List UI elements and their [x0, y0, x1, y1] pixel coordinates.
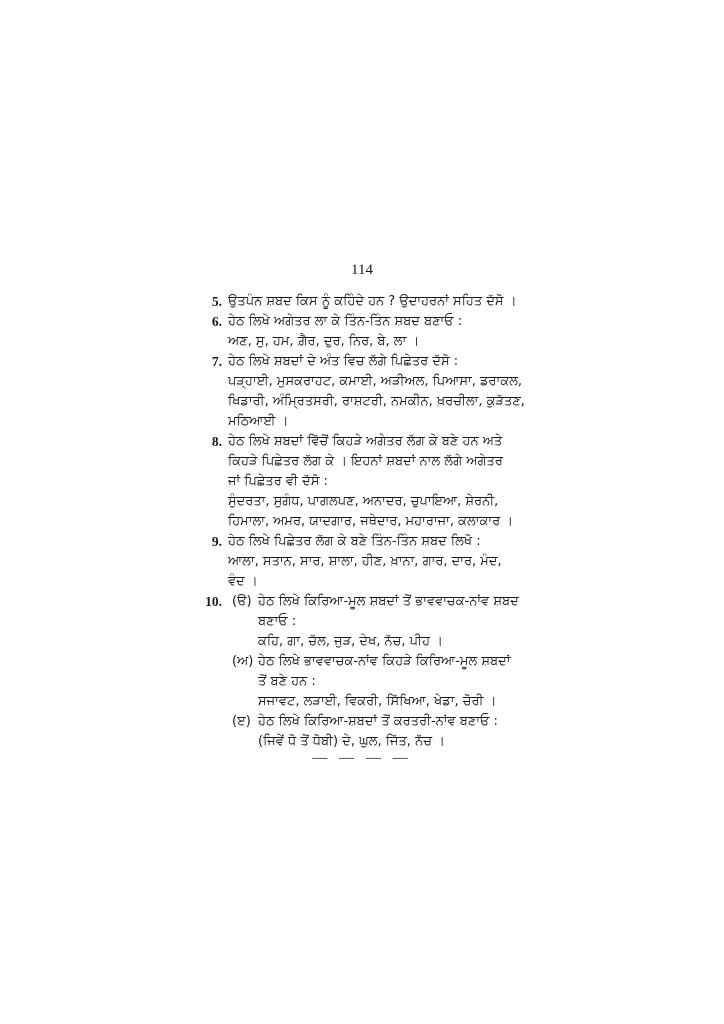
question-words: ਅਣ, ਸੁ, ਹਮ, ਗ਼ੈਰ, ਦੁਰ, ਨਿਰ, ਬੇ, ਲਾ । [228, 334, 420, 349]
question-words: ਮਠਿਆਈ । [228, 414, 289, 429]
question-10-part-b [232, 652, 538, 712]
question-text: ਤੋਂ ਬਣੇ ਹਨ : [258, 674, 316, 689]
question-text: ਹੇਠ ਲਿਖੇ ਪਿਛੇਤਰ ਲੱਗ ਕੇ ਬਣੇ ਤਿੰਨ-ਤਿੰਨ ਸ਼ਬਦ ਲਿਖੋ : [228, 534, 481, 549]
question-words: ਖਿਡਾਰੀ, ਅੰਮ੍ਰਿਤਸਰੀ, ਰਾਸ਼ਟਰੀ, ਨਮਕੀਨ, ਖ਼ਰਚੀਲਾ, ਕੁੜੱਤਣ, [228, 394, 525, 409]
part-label: (ੲ) [232, 714, 251, 729]
question-number: 9. [211, 534, 222, 549]
question-text: ਬਣਾਓ : [258, 614, 297, 629]
question-number: 8. [211, 434, 222, 449]
question-text: ਹੇਠ ਲਿਖੇ ਸ਼ਬਦਾਂ ਵਿੱਚੋਂ ਕਿਹੜੇ ਅਗੇਤਰ ਲੱਗ ਕੇ ਬਣੇ ਹਨ ਅਤੇ [228, 434, 503, 449]
question-text: ਹੇਠ ਲਿਖੇ ਕਿਰਿਆ-ਮੂਲ ਸ਼ਬਦਾਂ ਤੋਂ ਭਾਵਵਾਚਕ-ਨਾਂਵ ਸ਼ਬਦ [258, 594, 519, 609]
question-words: ਪੜ੍ਹਾਈ, ਮੁਸਕਰਾਹਟ, ਕਮਾਈ, ਅੜੀਅਲ, ਪਿਆਸਾ, ਡਰਾਕਲ, [228, 374, 522, 389]
question-words: ਹਿਮਾਲਾ, ਅਮਰ, ਯਾਦਗਾਰ, ਜਥੇਦਾਰ, ਮਹਾਰਾਜਾ, ਕਲਾਕਾਰ । [228, 514, 514, 529]
question-text: ਜਾਂ ਪਿਛੇਤਰ ਵੀ ਦੱਸੋ : [228, 474, 328, 489]
question-7 [198, 352, 538, 432]
part-label: (ਅ) [232, 654, 254, 669]
question-text: ਹੇਠ ਲਿਖੇ ਕਿਰਿਆ-ਸ਼ਬਦਾਂ ਤੋਂ ਕਰਤਰੀ-ਨਾਂਵ ਬਣਾਓ : [258, 714, 498, 729]
question-text: ਹੇਠ ਲਿਖੇ ਸ਼ਬਦਾਂ ਦੇ ਅੰਤ ਵਿਚ ਲੱਗੇ ਪਿਛੇਤਰ ਦੱਸੋ : [228, 354, 459, 369]
page-number: 114 [351, 262, 373, 278]
question-5 [198, 292, 538, 312]
question-words: ਆਲਾ, ਸਤਾਨ, ਸਾਰ, ਸ਼ਾਲਾ, ਹੀਣ, ਖ਼ਾਨਾ, ਗਾਰ, ਦਾਰ, ਮੰਦ, [228, 554, 502, 569]
question-text: ਹੇਠ ਲਿਖੇ ਭਾਵਵਾਚਕ-ਨਾਂਵ ਕਿਹੜੇ ਕਿਰਿਆ-ਮੂਲ ਸ਼ਬਦਾਂ [258, 654, 511, 669]
question-words: ਸੁੰਦਰਤਾ, ਸੁਗੰਧ, ਪਾਗਲਪਣ, ਅਨਾਦਰ, ਚੁਪਾਇਆ, ਸ਼ੇਰਨੀ, [228, 494, 499, 509]
question-number: 7. [211, 354, 222, 369]
question-10-part-c [232, 712, 538, 752]
question-9 [198, 532, 538, 592]
question-6 [198, 312, 538, 352]
question-words: (ਜਿਵੇਂ ਧੋ ਤੋਂ ਧੋਬੀ) ਦੇ, ਘੁਲ, ਜਿੱਤ, ਨੱਚ । [258, 734, 445, 749]
question-text: ਹੇਠ ਲਿਖੇ ਅਗੇਤਰ ਲਾ ਕੇ ਤਿੰਨ-ਤਿੰਨ ਸ਼ਬਦ ਬਣਾਓ : [228, 314, 463, 329]
question-10 [198, 592, 538, 752]
end-divider: — — — — [312, 750, 412, 766]
question-number: 5. [211, 294, 222, 309]
question-words: ਕਹਿ, ਗਾ, ਚੱਲ, ਜੁੜ, ਦੇਖ, ਨੱਚ, ਪੀਹ । [258, 634, 443, 649]
question-text: ਕਿਹੜੇ ਪਿਛੇਤਰ ਲੱਗ ਕੇ । ਇਹਨਾਂ ਸ਼ਬਦਾਂ ਨਾਲ ਲੱਗੇ ਅਗੇਤਰ [228, 454, 503, 469]
question-10-part-a [232, 592, 538, 652]
question-text: ਉਤਪੰਨ ਸ਼ਬਦ ਕਿਸ ਨੂੰ ਕਹਿੰਦੇ ਹਨ ? ਉਦਾਹਰਨਾਂ ਸਹਿਤ ਦੱਸੋ । [228, 294, 517, 309]
question-number: 6. [211, 314, 222, 329]
question-8 [198, 432, 538, 532]
question-words: ਸਜਾਵਟ, ਲੜਾਈ, ਵਿਕਰੀ, ਸਿੱਖਿਆ, ਖੇਡਾ, ਚੋਰੀ । [258, 694, 497, 709]
question-number: 10. [205, 594, 222, 609]
question-words: ਵੰਦ । [228, 574, 258, 589]
part-label: (ੳ) [232, 594, 252, 609]
exercise-list [198, 292, 538, 752]
